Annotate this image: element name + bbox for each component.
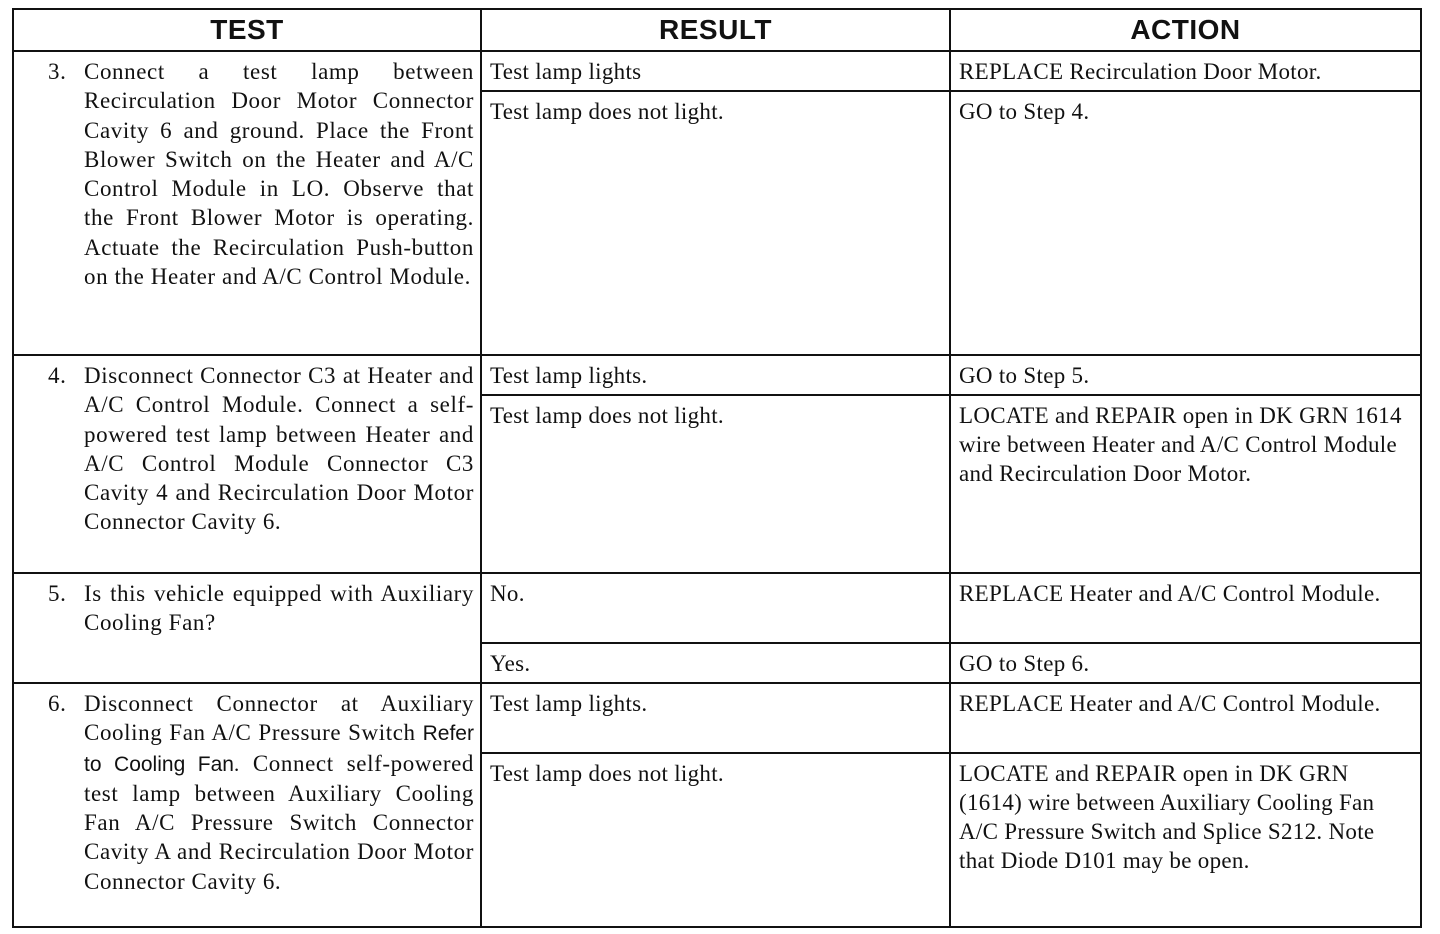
header-row bbox=[13, 9, 1421, 51]
step-4-row-1 bbox=[13, 355, 1421, 395]
step-6-action-2-cell bbox=[950, 753, 1421, 927]
step-3-result-2-cell bbox=[481, 91, 950, 355]
step-4-action-2-cell bbox=[950, 395, 1421, 573]
step-5-result-1-cell bbox=[481, 573, 950, 643]
step-4-result-1: Test lamp lights. bbox=[490, 363, 648, 388]
step-3-test-cell bbox=[13, 51, 481, 355]
header-action: ACTION bbox=[950, 9, 1421, 51]
step-5-action-1: REPLACE Heater and A/C Control Module. bbox=[959, 581, 1381, 606]
step-5-result-2: Yes. bbox=[490, 651, 531, 676]
step-6-test-before: Disconnect Connector at Auxiliary Cooling Fan A/C Pressure Switch bbox=[84, 691, 474, 746]
step-6-test-after: Connect self-powered test lamp between Auxiliary Cooling Fan A/C Pressure Switch Connector Cavity A and Recirculation Door Motor Connector Cavity 6. bbox=[84, 750, 474, 894]
step-3-test bbox=[14, 52, 480, 295]
step-3-result-1: Test lamp lights bbox=[490, 59, 642, 84]
step-6-test-cell bbox=[13, 683, 481, 927]
step-6-action-1-cell bbox=[950, 683, 1421, 753]
step-3-result-1-cell bbox=[481, 51, 950, 91]
step-3-action-1-cell bbox=[950, 51, 1421, 91]
step-3-row-1 bbox=[13, 51, 1421, 91]
step-5-number: 5. bbox=[48, 581, 67, 606]
step-4-action-1: GO to Step 5. bbox=[959, 363, 1090, 388]
step-4-test-cell bbox=[13, 355, 481, 573]
step-6-row-1 bbox=[13, 683, 1421, 753]
header-result: RESULT bbox=[481, 9, 950, 51]
step-3-action-1: REPLACE Recirculation Door Motor. bbox=[959, 59, 1322, 84]
step-4-test-text: Disconnect Connector C3 at Heater and A/C Control Module. Connect a self-powered test lamp between Heater and A/C Control Module Connector C3 Cavity 4 and Recirculation Door Motor Connector Cavity 6. bbox=[84, 363, 474, 535]
step-4-result-2: Test lamp does not light. bbox=[490, 403, 724, 428]
step-5-result-2-cell bbox=[481, 643, 950, 683]
step-5-action-2: GO to Step 6. bbox=[959, 651, 1090, 676]
step-6-test bbox=[14, 684, 480, 900]
step-5-row-1 bbox=[13, 573, 1421, 643]
diagnostic-table bbox=[12, 8, 1422, 928]
step-5-result-1: No. bbox=[490, 581, 525, 606]
step-4-action-1-cell bbox=[950, 355, 1421, 395]
header-test: TEST bbox=[13, 9, 481, 51]
step-5-test bbox=[14, 574, 480, 642]
step-6-number: 6. bbox=[48, 691, 67, 716]
step-4-test bbox=[14, 356, 480, 541]
step-5-action-2-cell bbox=[950, 643, 1421, 683]
step-6-action-1: REPLACE Heater and A/C Control Module. bbox=[959, 691, 1381, 716]
step-6-cooling-fan-link[interactable]: Refer to Cooling Fan bbox=[84, 722, 474, 776]
step-6-result-1-cell bbox=[481, 683, 950, 753]
step-5-action-1-cell bbox=[950, 573, 1421, 643]
step-6-result-2: Test lamp does not light. bbox=[490, 761, 724, 786]
step-4-result-1-cell bbox=[481, 355, 950, 395]
step-4-action-2: LOCATE and REPAIR open in DK GRN 1614 wire between Heater and A/C Control Module and Recirculation Door Motor. bbox=[959, 403, 1402, 486]
step-4-result-2-cell bbox=[481, 395, 950, 573]
step-3-result-2: Test lamp does not light. bbox=[490, 99, 724, 124]
step-5-test-cell bbox=[13, 573, 481, 683]
step-5-test-text: Is this vehicle equipped with Auxiliary Cooling Fan? bbox=[84, 581, 474, 636]
step-6-action-2: LOCATE and REPAIR open in DK GRN (1614) wire between Auxiliary Cooling Fan A/C Pressure Switch and Splice S212. Note that Diode D101 may be open. bbox=[959, 761, 1375, 873]
step-3-action-2-cell bbox=[950, 91, 1421, 355]
step-6-result-1: Test lamp lights. bbox=[490, 691, 648, 716]
step-6-ref-separator: . bbox=[233, 751, 240, 776]
step-6-result-2-cell bbox=[481, 753, 950, 927]
step-3-action-2: GO to Step 4. bbox=[959, 99, 1090, 124]
step-3-test-text: Connect a test lamp between Recirculation Door Motor Connector Cavity 6 and ground. Place the Front Blower Switch on the Heater and A/C Control Module in LO. Observe that the Front Blower Motor is operating. Actuate the Recirculation Push-button on the Heater and A/C Control Module. bbox=[84, 59, 474, 290]
step-4-number: 4. bbox=[48, 363, 67, 388]
step-3-number: 3. bbox=[48, 59, 67, 84]
